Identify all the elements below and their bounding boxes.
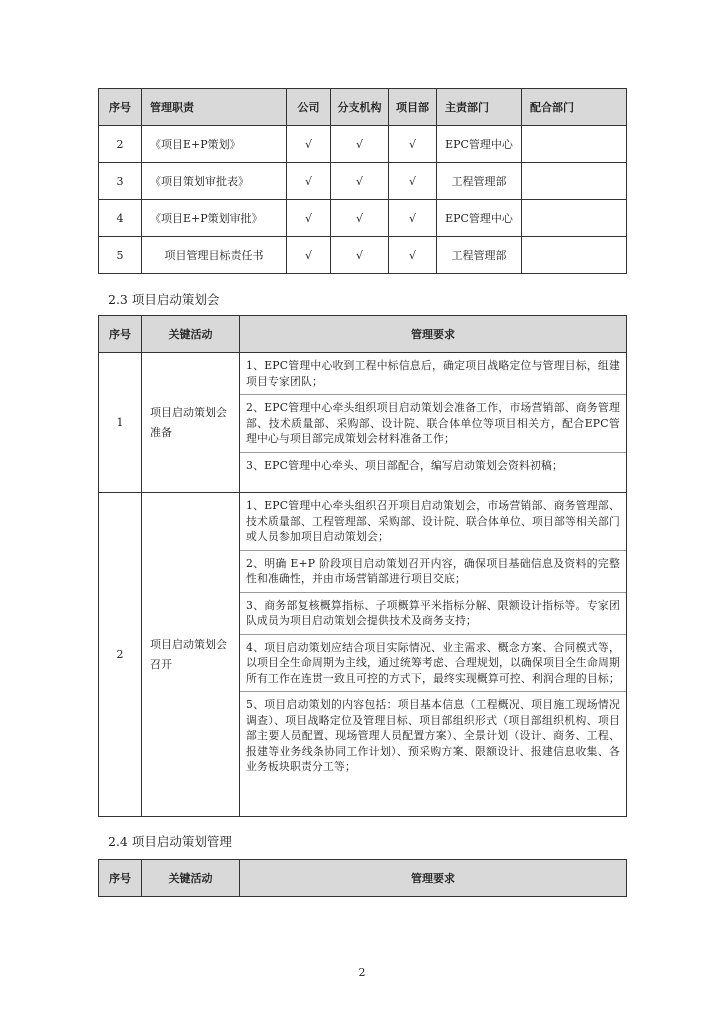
cell-requirements (240, 353, 627, 493)
startup-meeting-table (98, 315, 627, 817)
check-mark: √ (389, 126, 437, 163)
cell-activity: 项目启动策划会准备 (142, 353, 240, 493)
cell-duty: 《项目E+P策划》 (142, 126, 287, 163)
cell-assist (522, 200, 627, 237)
header-company: 公司 (287, 89, 331, 126)
header-lead: 主责部门 (437, 89, 522, 126)
header-no: 序号 (99, 89, 142, 126)
cell-assist (522, 126, 627, 163)
cell-lead: 工程管理部 (437, 237, 522, 274)
requirement-item: 1、EPC管理中心牵头组织召开项目启动策划会，市场营销部、商务管理部、技术质量部、工程管理部、采购部、设计院、联合体单位、项目部等相关部门或人员参加项目启动策划会； (246, 499, 620, 543)
table-row (99, 163, 627, 200)
section-2-3-title: 2.3 项目启动策划会 (108, 292, 220, 307)
cell-requirements (240, 493, 627, 817)
table-header-row (99, 316, 627, 353)
check-mark: √ (331, 237, 389, 274)
cell-lead: 工程管理部 (437, 163, 522, 200)
check-mark: √ (331, 126, 389, 163)
cell-no: 5 (99, 237, 142, 274)
check-mark: √ (287, 163, 331, 200)
header-no: 序号 (99, 316, 142, 353)
check-mark: √ (389, 200, 437, 237)
check-mark: √ (287, 200, 331, 237)
header-branch: 分支机构 (331, 89, 389, 126)
cell-activity: 项目启动策划会召开 (142, 493, 240, 817)
cell-no: 2 (99, 126, 142, 163)
table-header-row (99, 860, 627, 897)
table-header-row (99, 89, 627, 126)
table-row (99, 237, 627, 274)
table-row (99, 200, 627, 237)
cell-duty: 《项目策划审批表》 (142, 163, 287, 200)
table-row (99, 493, 627, 817)
cell-assist (522, 237, 627, 274)
requirement-item: 3、商务部复核概算指标、子项概算平米指标分解、限额设计指标等。专家团队成员为项目启动策划会提供技术及商务支持； (240, 592, 626, 634)
section-2-4-title: 2.4 项目启动策划管理 (108, 834, 232, 849)
table-row (99, 126, 627, 163)
table-row (99, 353, 627, 493)
cell-no: 3 (99, 163, 142, 200)
check-mark: √ (287, 237, 331, 274)
cell-duty: 项目管理目标责任书 (142, 237, 287, 274)
header-no: 序号 (99, 860, 142, 897)
check-mark: √ (287, 126, 331, 163)
requirement-item: 2、明确 E+P 阶段项目启动策划召开内容，确保项目基础信息及资料的完整性和准确性，并由市场营销部进行项目交底； (240, 550, 626, 592)
requirement-item: 5、项目启动策划的内容包括：项目基本信息（工程概况、项目施工现场情况调查）、项目战略定位及管理目标、项目部组织形式（项目部组织机构、项目部主要人员配置、现场管理人员配置方案）、全景计划（设计、商务、工程、报建等业务线条协同工作计划）、预采购方案、限额设计、报建信息收集、各业务板块职责分工等； (240, 691, 626, 780)
header-activity: 关键活动 (142, 860, 240, 897)
cell-no: 4 (99, 200, 142, 237)
page-number: 2 (358, 966, 366, 979)
requirement-item: 1、EPC管理中心收到工程中标信息后，确定项目战略定位与管理目标，组建项目专家团队； (246, 359, 620, 388)
startup-management-table (98, 859, 627, 897)
header-project: 项目部 (389, 89, 437, 126)
header-requirements: 管理要求 (240, 316, 627, 353)
check-mark: √ (331, 163, 389, 200)
requirement-item: 3、EPC管理中心牵头、项目部配合，编写启动策划会资料初稿； (240, 452, 626, 479)
requirement-item: 2、EPC管理中心牵头组织项目启动策划会准备工作，市场营销部、商务管理部、技术质量部、采购部、设计院、联合体单位等项目相关方，配合EPC管理中心与项目部完成策划会材料准备工作； (240, 394, 626, 452)
duty-table (98, 88, 627, 274)
check-mark: √ (389, 163, 437, 200)
cell-duty: 《项目E+P策划审批》 (142, 200, 287, 237)
cell-no: 2 (99, 493, 142, 817)
cell-no: 1 (99, 353, 142, 493)
check-mark: √ (389, 237, 437, 274)
header-requirements: 管理要求 (240, 860, 627, 897)
check-mark: √ (331, 200, 389, 237)
header-duty: 管理职责 (142, 89, 287, 126)
cell-assist (522, 163, 627, 200)
cell-lead: EPC管理中心 (437, 200, 522, 237)
cell-lead: EPC管理中心 (437, 126, 522, 163)
header-activity: 关键活动 (142, 316, 240, 353)
header-assist: 配合部门 (522, 89, 627, 126)
requirement-item: 4、项目启动策划应结合项目实际情况、业主需求、概念方案、合同模式等，以项目全生命周期为主线，通过统筹考虑、合理规划，以确保项目全生命周期所有工作在连贯一致且可控的方式下，最终实现概算可控、利润合理的目标； (240, 634, 626, 692)
